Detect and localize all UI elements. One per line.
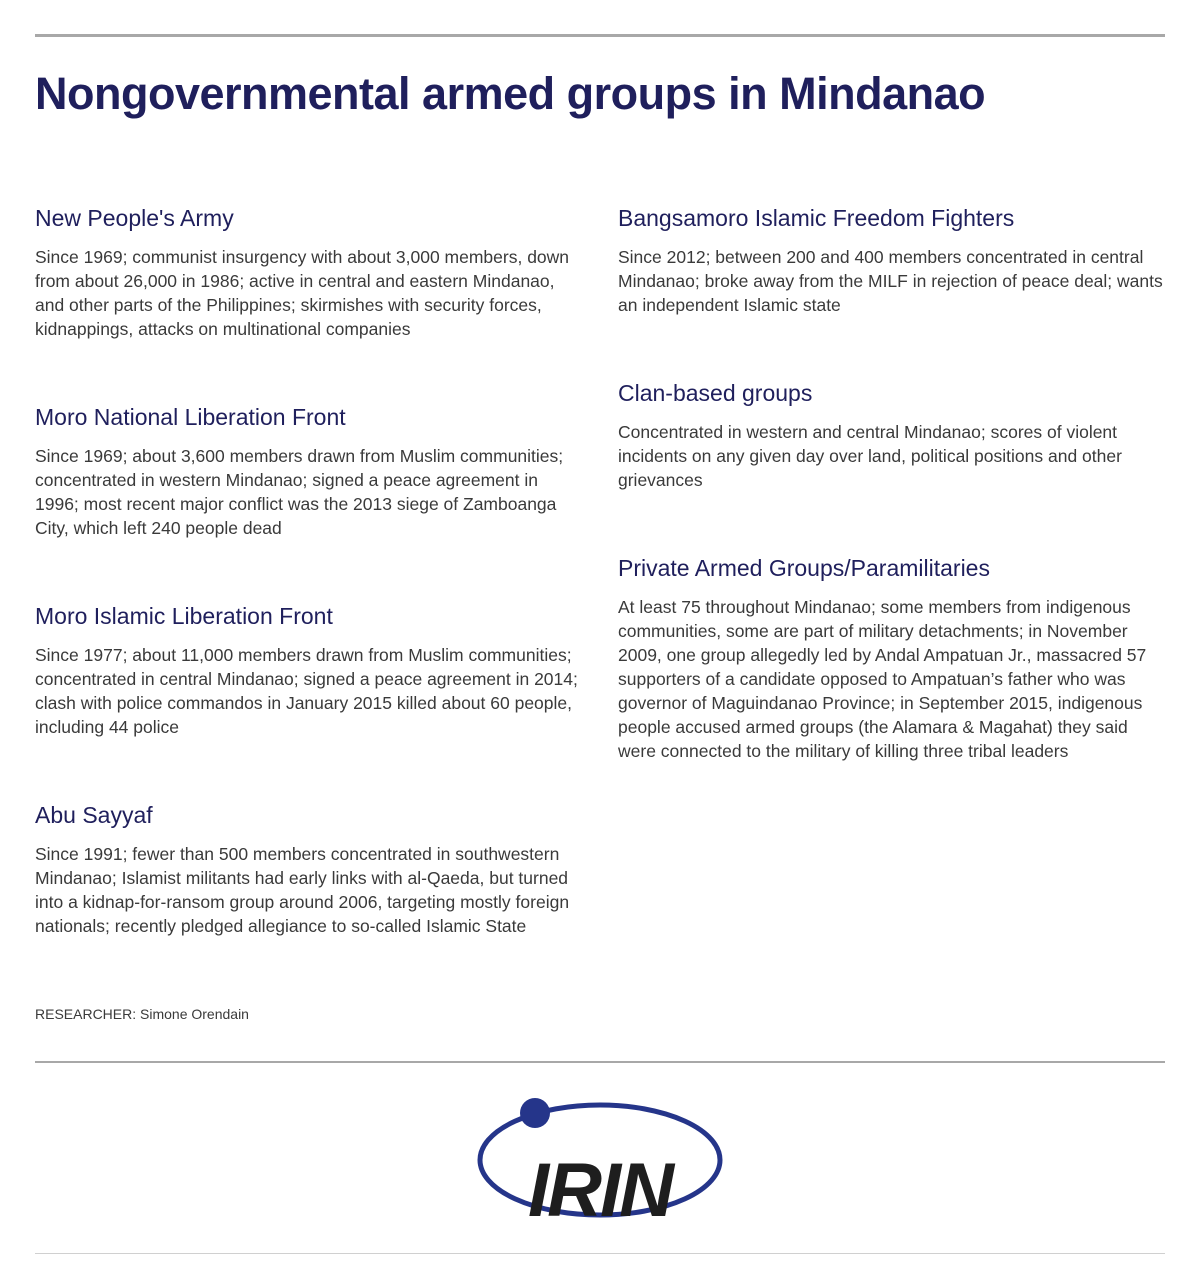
- irin-logo: [470, 1090, 730, 1230]
- group-description: At least 75 throughout Mindanao; some members from indigenous communities, some are part of military detachments; in November 2009, one group allegedly led by Andal Ampatuan Jr., massacred 57 supporters of a candidate opposed to Ampatuan’s father who was governor of Maguindanao Province; in September 2015, indigenous people accused armed groups (the Alamara & Magahat) they said were connected to the military of killing three tribal leaders: [618, 597, 1147, 761]
- group-description: Since 2012; between 200 and 400 members concentrated in central Mindanao; broke away from the MILF in rejection of peace deal; wants an independent Islamic state: [618, 247, 1163, 315]
- group-description: Since 1969; about 3,600 members drawn from Muslim communities; concentrated in western Mindanao; signed a peace agreement in 1996; most recent major conflict was the 2013 siege of Zamboanga City, which left 240 people dead: [35, 446, 564, 538]
- group-new-peoples-army: [35, 203, 580, 402]
- group-name: Bangsamoro Islamic Freedom Fighters: [618, 205, 1015, 231]
- footer-divider: [35, 1061, 1165, 1063]
- group-moro-national-liberation-front: [35, 402, 580, 601]
- group-moro-islamic-liberation-front: [35, 601, 580, 800]
- group-name: Clan-based groups: [618, 380, 813, 406]
- bottom-divider: [35, 1253, 1165, 1254]
- top-divider: [35, 34, 1165, 37]
- group-clan-based-groups: [618, 378, 1166, 553]
- left-column: [35, 203, 580, 999]
- group-name: Moro Islamic Liberation Front: [35, 603, 333, 629]
- group-abu-sayyaf: [35, 800, 580, 999]
- group-private-armed-groups: [618, 553, 1166, 763]
- group-name: Moro National Liberation Front: [35, 404, 346, 430]
- page-title: Nongovernmental armed groups in Mindanao: [35, 68, 986, 119]
- group-name: New People's Army: [35, 205, 234, 231]
- group-description: Since 1969; communist insurgency with about 3,000 members, down from about 26,000 in 1986; active in central and eastern Mindanao, and other parts of the Philippines; skirmishes with security forces, kidnappings, attacks on multinational companies: [35, 247, 570, 339]
- group-description: Since 1977; about 11,000 members drawn from Muslim communities; concentrated in central Mindanao; signed a peace agreement in 2014; clash with police commandos in January 2015 killed about 60 people, including 44 police: [35, 645, 578, 737]
- group-description: Since 1991; fewer than 500 members concentrated in southwestern Mindanao; Islamist militants had early links with al-Qaeda, but turned into a kidnap-for-ransom group around 2006, targeting mostly foreign nationals; recently pledged allegiance to so-called Islamic State: [35, 844, 570, 936]
- group-description: Concentrated in western and central Mindanao; scores of violent incidents on any given day over land, political positions and other grievances: [618, 422, 1122, 490]
- right-column: [618, 203, 1166, 763]
- group-name: Private Armed Groups/Paramilitaries: [618, 555, 990, 581]
- logo-text: IRIN: [528, 1148, 672, 1230]
- researcher-credit: RESEARCHER: Simone Orendain: [35, 1006, 249, 1022]
- logo-dot: [520, 1098, 550, 1128]
- group-bangsamoro-islamic-freedom-fighters: [618, 203, 1166, 378]
- group-name: Abu Sayyaf: [35, 802, 153, 828]
